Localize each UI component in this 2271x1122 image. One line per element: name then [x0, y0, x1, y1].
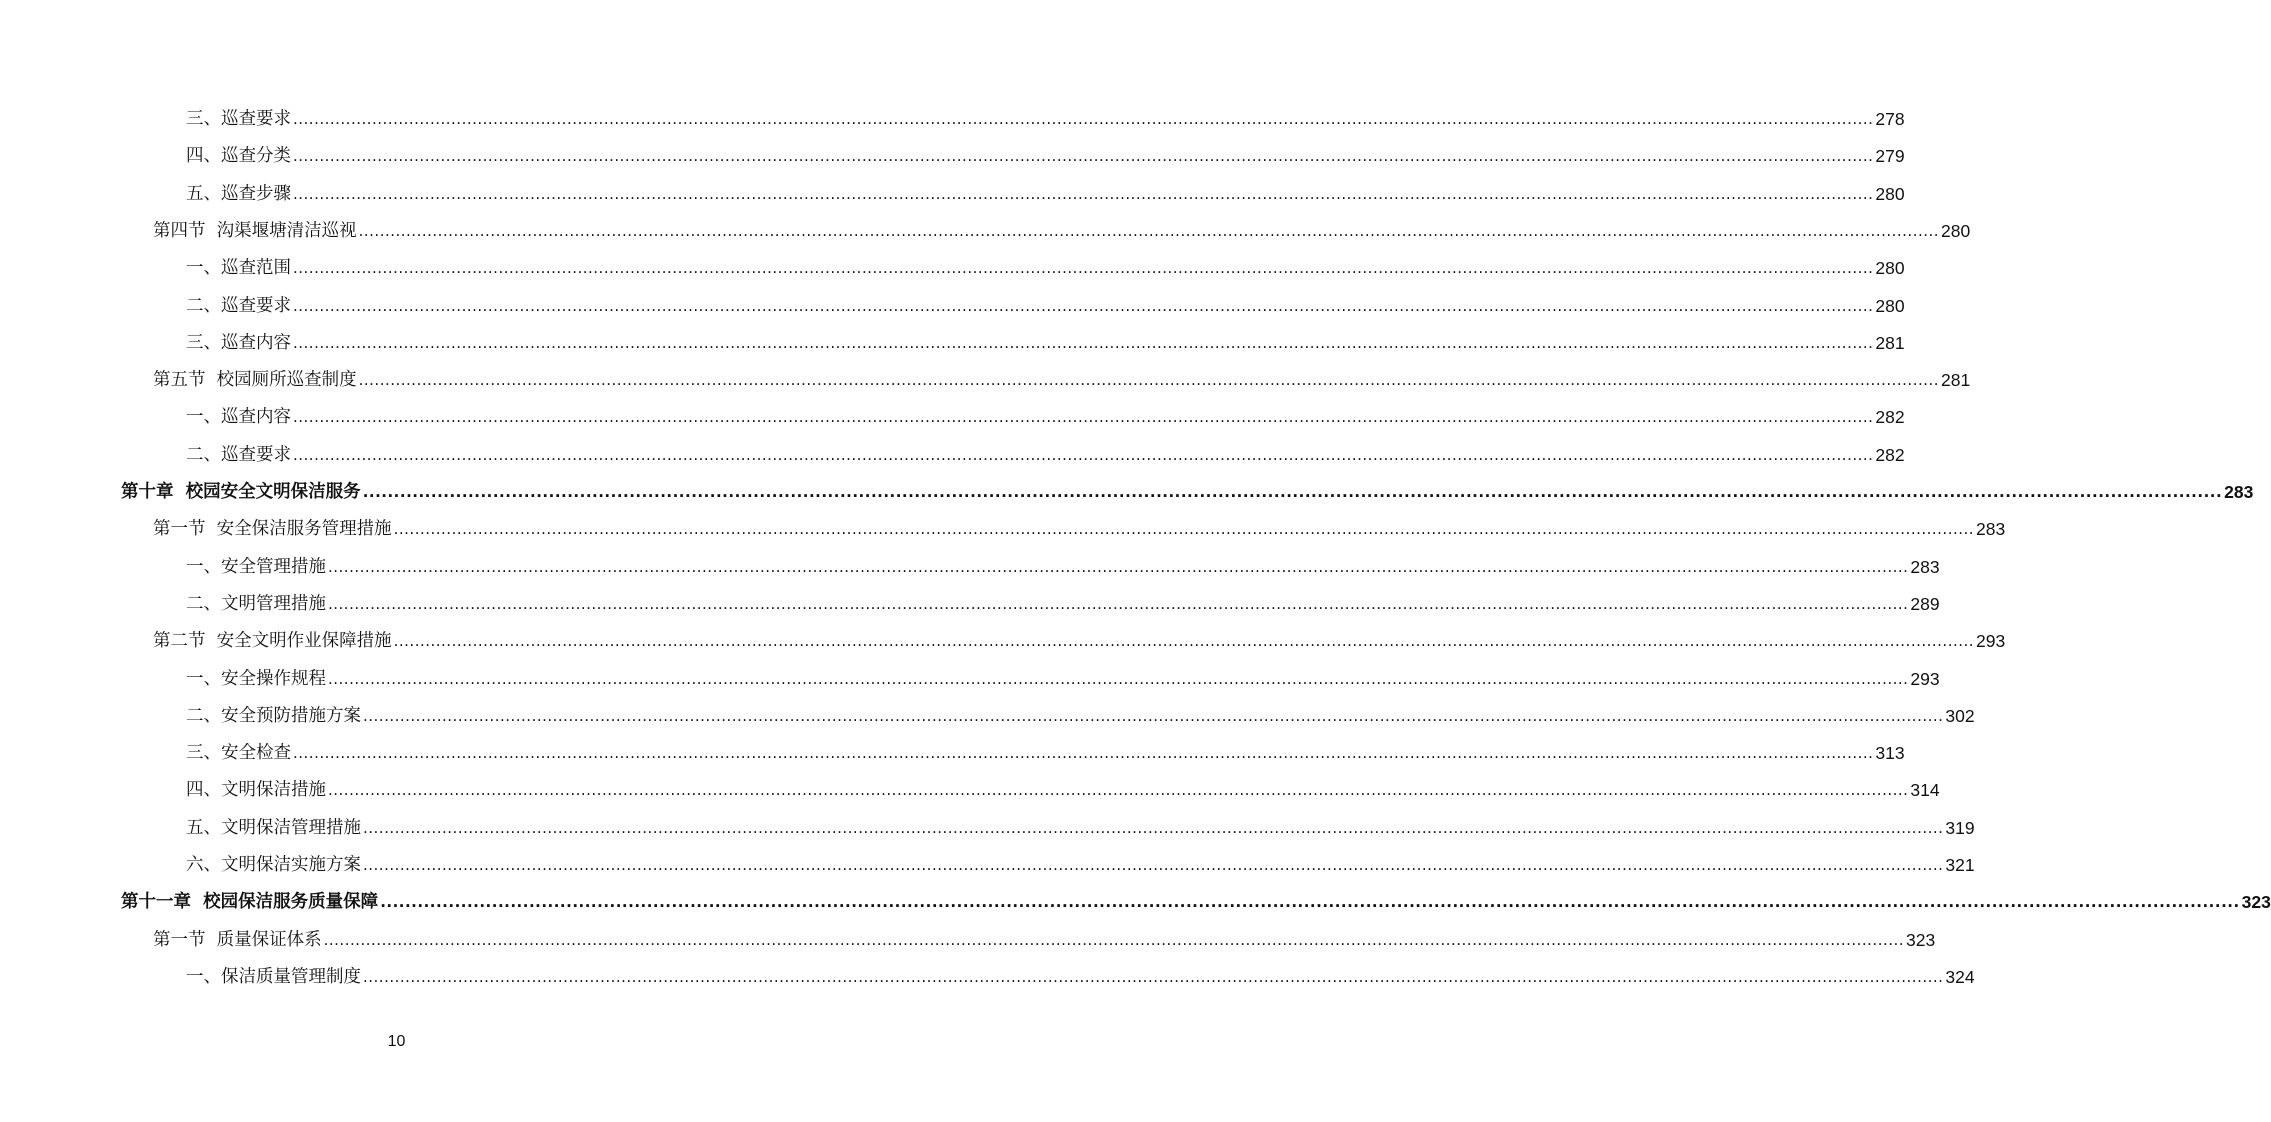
toc-leader-dots: ............................................................................................................................................................................................................................................................................................................: [363, 967, 1944, 986]
toc-entry[interactable]: [186, 443, 1905, 467]
toc-entry-label: 五、巡查步骤: [186, 183, 291, 204]
toc-leader-dots: ............................................................................................................................................................................................................................................................................................................: [293, 744, 1874, 763]
toc-entry-label: 第二节 安全文明作业保障措施: [153, 631, 392, 652]
toc-entry[interactable]: [153, 517, 2006, 541]
toc-entry-page: 324: [1945, 966, 1975, 987]
toc-leader-dots: ............................................................................................................................................................................................................................................................................................................: [293, 445, 1874, 464]
toc-leader-dots: ............................................................................................................................................................................................................................................................................................................: [293, 184, 1874, 203]
toc-entry[interactable]: [186, 294, 1905, 318]
toc-entry-page: 282: [1875, 444, 1905, 465]
toc-entry-page: 280: [1875, 295, 1905, 316]
toc-entry-page: 282: [1875, 407, 1905, 428]
toc-leader-dots: ............................................................................................................................................................................................................................................................................................................: [293, 110, 1874, 128]
toc-entry[interactable]: [153, 629, 2006, 653]
toc-leader-dots: ............................................................................................................................................................................................................................................................................................................: [393, 520, 1975, 539]
toc-entry[interactable]: [186, 778, 1940, 802]
toc-leader-dots: ............................................................................................................................................................................................................................................................................................................: [380, 893, 2240, 912]
toc-entry-label: 一、保洁质量管理制度: [186, 966, 361, 987]
toc-entry-label: 二、巡查要求: [186, 444, 291, 465]
toc-entry-label: 二、巡查要求: [186, 295, 291, 316]
toc-leader-dots: ............................................................................................................................................................................................................................................................................................................: [293, 296, 1874, 315]
page-number: 10: [387, 1033, 406, 1050]
toc-entry[interactable]: [186, 555, 1940, 579]
toc-entry-label: 五、文明保洁管理措施: [186, 817, 361, 838]
toc-entry[interactable]: [153, 368, 1971, 392]
toc-entry-page: 279: [1875, 146, 1905, 167]
toc-leader-dots: ............................................................................................................................................................................................................................................................................................................: [328, 781, 1909, 800]
toc-entry[interactable]: [186, 853, 1975, 877]
toc-entry-page: 281: [1941, 370, 1971, 391]
toc-entry[interactable]: [153, 219, 1971, 243]
toc-entry-label: 第一节 安全保洁服务管理措施: [153, 519, 392, 540]
toc-entry[interactable]: [186, 592, 1940, 616]
toc-entry-page: 281: [1875, 332, 1905, 353]
toc-entry-page: 293: [1910, 668, 1940, 689]
toc-entry[interactable]: [186, 405, 1905, 429]
toc-entry[interactable]: [186, 741, 1905, 765]
toc-chapter-entry[interactable]: [121, 890, 2271, 914]
toc-leader-dots: ............................................................................................................................................................................................................................................................................................................: [293, 259, 1874, 278]
toc-entry-label: 四、巡查分类: [186, 146, 291, 167]
toc-entry[interactable]: [186, 704, 1975, 728]
toc-entry-label: 三、巡查内容: [186, 332, 291, 353]
toc-leader-dots: ............................................................................................................................................................................................................................................................................................................: [293, 408, 1874, 427]
toc-entry-label: 三、巡查要求: [186, 109, 291, 129]
toc-entry-page: 280: [1875, 258, 1905, 279]
toc-entry[interactable]: [186, 965, 1975, 989]
toc-entry-label: 一、巡查范围: [186, 258, 291, 279]
toc-entry[interactable]: [186, 667, 1940, 691]
toc-entry-page: 283: [2224, 482, 2254, 502]
toc-chapter-entry[interactable]: [121, 480, 2254, 504]
toc-entry-label: 六、文明保洁实施方案: [186, 855, 361, 875]
toc-entry-label: 第一节 质量保证体系: [153, 929, 322, 950]
toc-leader-dots: ............................................................................................................................................................................................................................................................................................................: [363, 818, 1944, 837]
toc-entry[interactable]: [186, 182, 1905, 206]
toc-entry-label: 四、文明保洁措施: [186, 780, 326, 801]
toc-leader-dots: ............................................................................................................................................................................................................................................................................................................: [293, 147, 1874, 166]
toc-entry[interactable]: [186, 816, 1975, 840]
toc-entry-page: 280: [1941, 220, 1971, 241]
toc-entry-page: 278: [1875, 109, 1905, 129]
toc-leader-dots: ............................................................................................................................................................................................................................................................................................................: [393, 632, 1975, 651]
toc-entry-label: 一、安全操作规程: [186, 668, 326, 689]
toc-entry[interactable]: [186, 256, 1905, 280]
toc-leader-dots: ............................................................................................................................................................................................................................................................................................................: [328, 557, 1909, 576]
toc-entry-page: 323: [1906, 929, 1936, 950]
toc-entry-page: 302: [1945, 705, 1975, 726]
toc-entry-page: 321: [1945, 855, 1975, 875]
toc-entry-page: 323: [2241, 892, 2271, 913]
toc-entry-label: 一、安全管理措施: [186, 556, 326, 577]
toc-leader-dots: ............................................................................................................................................................................................................................................................................................................: [363, 856, 1944, 874]
toc-entry-label: 二、安全预防措施方案: [186, 705, 361, 726]
toc-entry-label: 一、巡查内容: [186, 407, 291, 428]
toc-entry-label: 三、安全检查: [186, 743, 291, 764]
toc-entry[interactable]: [186, 144, 1905, 168]
toc-entry-page: 289: [1910, 593, 1940, 614]
toc-leader-dots: ............................................................................................................................................................................................................................................................................................................: [328, 669, 1909, 688]
toc-entry-page: 283: [1976, 519, 2006, 540]
toc-entry-page: 314: [1910, 780, 1940, 801]
toc-entry[interactable]: [186, 331, 1905, 355]
toc-entry-label: 二、文明管理措施: [186, 593, 326, 614]
toc-leader-dots: ............................................................................................................................................................................................................................................................................................................: [358, 371, 1940, 390]
toc-leader-dots: ............................................................................................................................................................................................................................................................................................................: [328, 594, 1909, 613]
toc-leader-dots: ............................................................................................................................................................................................................................................................................................................: [358, 221, 1940, 240]
toc-entry-label: 第十一章 校园保洁服务质量保障: [121, 892, 379, 913]
toc-entry-page: 319: [1945, 817, 1975, 838]
toc-entry-label: 第四节 沟渠堰塘清洁巡视: [153, 220, 357, 241]
toc-leader-dots: ............................................................................................................................................................................................................................................................................................................: [323, 930, 1905, 949]
toc-leader-dots: ............................................................................................................................................................................................................................................................................................................: [293, 333, 1874, 352]
toc-entry-label: 第十章 校园安全文明保洁服务: [121, 482, 361, 502]
toc-entry[interactable]: [186, 107, 1905, 131]
toc-entry-page: 280: [1875, 183, 1905, 204]
toc-leader-dots: ............................................................................................................................................................................................................................................................................................................: [362, 483, 2223, 501]
toc-entry[interactable]: [153, 928, 1936, 952]
toc-entry-page: 283: [1910, 556, 1940, 577]
toc-entry-page: 313: [1875, 743, 1905, 764]
toc-leader-dots: ............................................................................................................................................................................................................................................................................................................: [363, 706, 1944, 725]
toc-entry-label: 第五节 校园厕所巡查制度: [153, 370, 357, 391]
toc-entry-page: 293: [1976, 631, 2006, 652]
